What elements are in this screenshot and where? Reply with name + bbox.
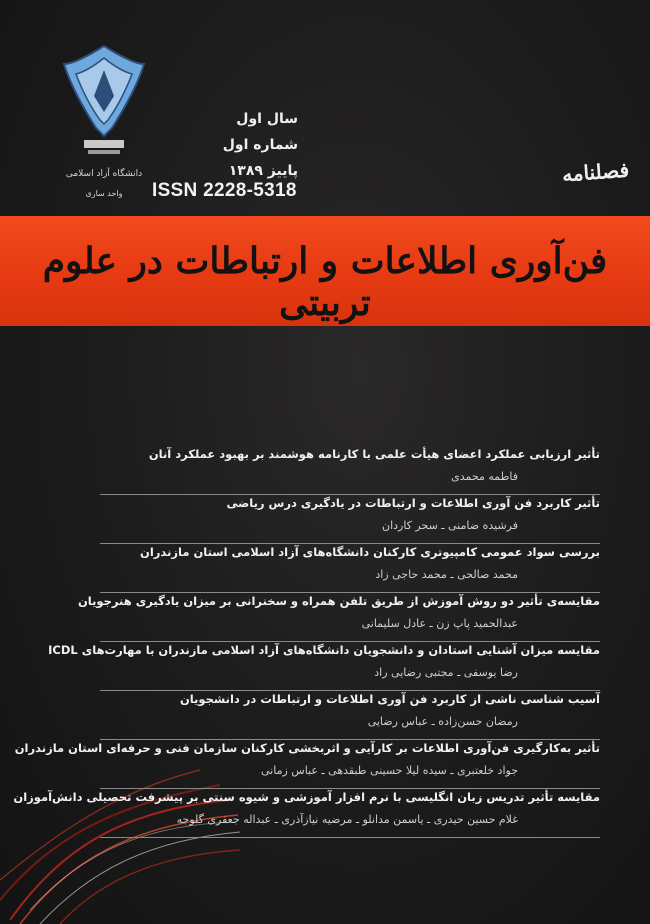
article-authors: فاطمه محمدی: [451, 470, 518, 483]
article-title: تأثیر به‌کارگیری فن‌آوری اطلاعات بر کارآیی و اثربخشی کارکنان سازمان فنی و حرفه‌ای استان مازندران: [14, 741, 600, 755]
article-item: [13, 789, 600, 838]
article-authors: رضا یوسفی ـ مجتبی رضایی راد: [374, 666, 518, 679]
article-authors: غلام حسین حیدری ـ یاسمن مدانلو ـ مرضیه نیازآذری ـ عبداله جعفری گلوجه: [176, 813, 518, 826]
article-item: [77, 593, 600, 642]
issn: ISSN 2228-5318: [152, 180, 297, 201]
article-title: آسیب شناسی ناشی از کاربرد فن آوری اطلاعات و ارتباطات در دانشجویان: [179, 692, 600, 706]
journal-title: فن‌آوری اطلاعات و ارتباطات در علوم تربیتی: [42, 240, 608, 324]
issue-info: [158, 106, 298, 184]
article-title: مقایسه میزان آشنایی استادان و دانشجویان دانشگاه‌های آزاد اسلامی مازندران با مهارت‌های ICDL: [48, 643, 600, 657]
svg-text:دانشگاه آزاد اسلامی: دانشگاه آزاد اسلامی: [65, 169, 143, 179]
article-title: تأثیر کاربرد فن آوری اطلاعات و ارتباطات در یادگیری درس ریاضی: [226, 496, 600, 510]
article-item: [100, 446, 600, 495]
issue-year: سال اول: [236, 111, 298, 127]
article-title: مقایسه تأثیر تدریس زبان انگلیسی با نرم افزار آموزشی و شیوه سنتی بر پیشرفت تحصیلی دانش‌آموزان: [13, 790, 600, 804]
article-item: [100, 544, 600, 593]
article-authors: عبدالحمید پاپ زن ـ عادل سلیمانی: [361, 617, 518, 630]
table-of-contents: [13, 446, 600, 838]
article-item: [100, 495, 600, 544]
article-authors: محمد صالحی ـ محمد حاجی زاد: [375, 568, 518, 581]
article-authors: فرشیده ضامنی ـ سحر کاردان: [381, 519, 518, 532]
issue-number: شماره اول: [222, 137, 298, 153]
article-title: تأثیر ارزیابی عملکرد اعضای هیأت علمی با کارنامه هوشمند بر بهبود عملکرد آنان: [148, 447, 600, 461]
article-title: مقایسه‌ی تأثیر دو روش آموزش از طریق تلفن همراه و سخنرانی بر میزان یادگیری هنرجویان: [77, 594, 600, 608]
issue-season: پاییز ۱۳۸۹: [228, 163, 298, 179]
journal-type-label: فصلنامه: [561, 157, 630, 187]
article-title: بررسی سواد عمومی کامپیوتری کارکنان دانشگاه‌های آزاد اسلامی استان مازندران: [140, 545, 600, 559]
article-item: [14, 740, 600, 789]
article-authors: جواد خلعتبری ـ سیده لیلا حسینی طبقدهی ـ عباس زمانی: [261, 764, 518, 777]
article-item: [48, 642, 600, 691]
university-logo-icon: [58, 36, 150, 214]
article-authors: رمضان حسن‌زاده ـ عباس رضایی: [367, 715, 518, 728]
svg-text:واحد ساری: واحد ساری: [85, 189, 123, 198]
article-item: [100, 691, 600, 740]
